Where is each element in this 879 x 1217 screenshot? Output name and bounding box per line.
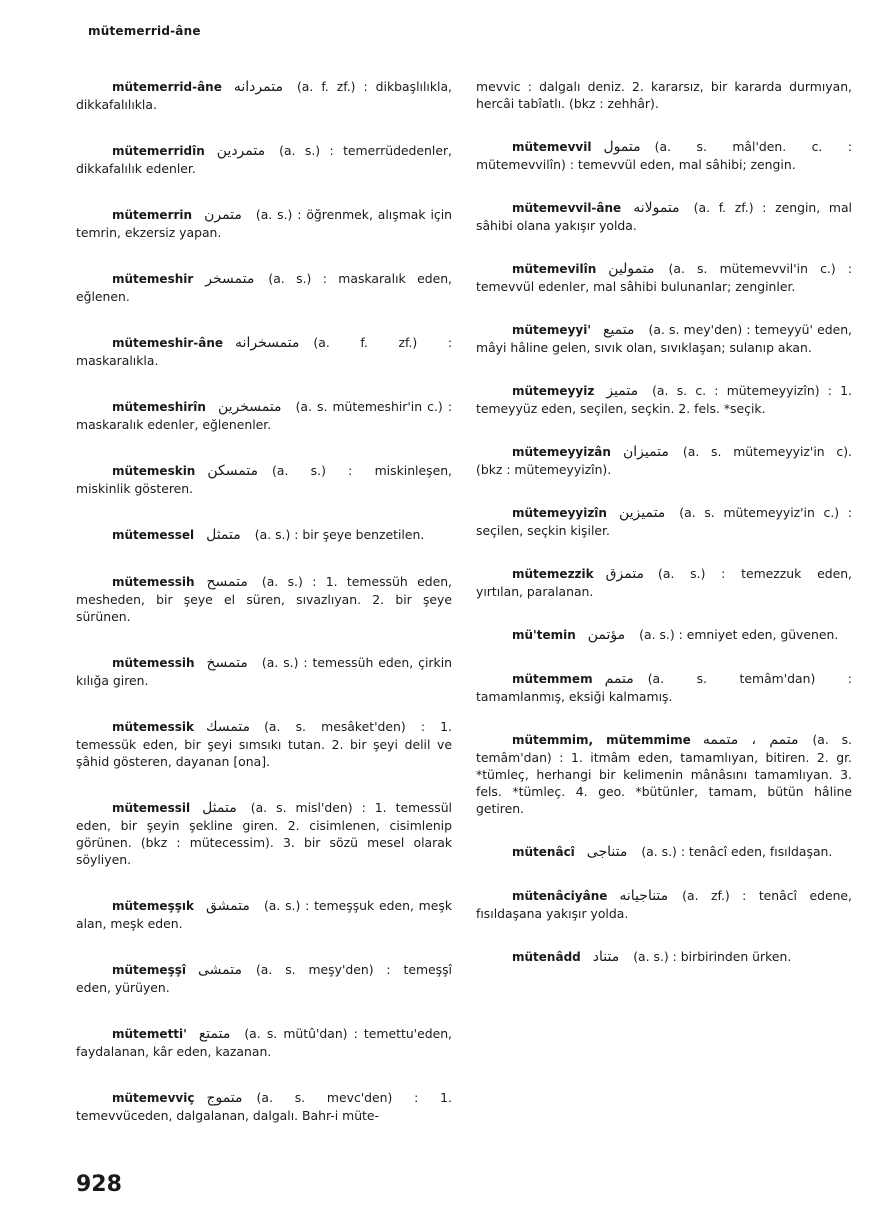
- entry-arabic-script: متمم: [604, 671, 634, 687]
- entry-definition: (a. s.) : 1. temessüh eden, mesheden, bir şeye el süren, sıvazlıyan. 2. bir şeye sürünen.: [76, 574, 452, 624]
- entry-headword: mütemerridîn: [112, 144, 205, 158]
- entry-arabic-script: متمسح: [206, 574, 248, 590]
- entry-definition: (a. s. mütemevvil'in c.) : temevvül edenler, mal sâhibi bulunanlar; zenginler.: [476, 261, 852, 294]
- entry-definition: (a. s.) : temessüh eden, çirkin kılığa giren.: [76, 655, 452, 688]
- entry-definition: (a. s.) : maskaralık eden, eğlenen.: [76, 271, 452, 304]
- entry-definition: (a. s. meşy'den) : temeşşî eden, yürüyen.: [76, 962, 452, 995]
- entry-headword: mütemessih: [112, 656, 195, 670]
- entry-headword: mütenâdd: [512, 950, 581, 964]
- entry-definition: (a. s.) : öğrenmek, alışmak için temrin, ekzersiz yapan.: [76, 207, 452, 240]
- entry-definition: (a. s. mey'den) : temeyyü' eden, mâyi hâline gelen, sıvık olan, sıvıklaşan; sulanıp akan.: [476, 322, 852, 355]
- entry-definition: (a. s. mütemeshir'in c.) : maskaralık edenler, eğlenenler.: [76, 399, 452, 432]
- dictionary-entry: [476, 948, 852, 966]
- entry-headword: mütemeşşî: [112, 963, 186, 977]
- entry-arabic-script: متمسخرين: [217, 399, 282, 415]
- entry-definition: (a. zf.) : tenâcî edene, fısıldaşana yakışır yolda.: [476, 888, 852, 921]
- running-head: mütemerrid-âne: [88, 24, 201, 38]
- entry-definition: (a. s.) : bir şeye benzetilen.: [254, 527, 425, 542]
- entry-definition: (a. s.) : emniyet eden, güvenen.: [639, 627, 839, 642]
- entry-arabic-script: متمرن: [204, 207, 242, 223]
- dictionary-entry: [76, 398, 452, 433]
- dictionary-entry: [76, 1089, 452, 1124]
- entry-arabic-script: متمردين: [216, 143, 266, 159]
- entry-arabic-script: متمشى: [197, 962, 242, 978]
- entry-definition: (a. s.) : temezzuk eden, yırtılan, paralanan.: [476, 566, 852, 599]
- entry-definition: (a. s. temâm'dan) : 1. itmâm eden, tamamlıyan, bitiren. 2. gr. *tümleç, herhangi bir kelimenin mânâsını tamamlıyan. 3. fels. *tümleç. 4. geo. *bütünler, tamam, bütün hâline getiren.: [476, 732, 853, 816]
- entry-definition: (a. s.) : birbirinden ürken.: [633, 949, 792, 964]
- entry-headword: mütemessil: [112, 801, 191, 815]
- entry-arabic-script: متمسخر: [205, 271, 255, 287]
- dictionary-entry: [476, 731, 852, 817]
- entry-definition: (a. f. zf.) : maskaralıkla.: [76, 335, 452, 368]
- dictionary-entry: [476, 843, 852, 861]
- entry-headword: mütemezzik: [512, 567, 594, 581]
- entry-headword: mütemeyyizîn: [512, 506, 607, 520]
- entry-arabic-script: متمثل: [206, 527, 241, 543]
- entry-definition: (a. f. zf.) : dikbaşlılıkla, dikkafalılıkla.: [76, 79, 452, 112]
- entry-definition: (a. s. misl'den) : 1. temessül eden, bir şeyin şekline giren. 2. cisimlenen, cisimlenip görünen. (bkz : mütecessim). 3. bir sözü mesel olarak söyliyen.: [76, 800, 452, 867]
- entry-headword: mütemeshir-âne: [112, 336, 224, 350]
- entry-arabic-script: متموج: [206, 1090, 243, 1106]
- entry-headword: mütemeyyi': [512, 323, 591, 337]
- entry-arabic-script: متمسخ: [206, 655, 248, 671]
- entry-headword: mütemeshirîn: [112, 400, 206, 414]
- dictionary-entry: [476, 504, 852, 539]
- dictionary-entry: [76, 142, 452, 177]
- dictionary-entry: [76, 654, 452, 689]
- entry-arabic-script: متمزق: [605, 566, 645, 582]
- dictionary-entry: [76, 462, 452, 497]
- entry-headword: mütemmem: [512, 672, 593, 686]
- entry-definition: (a. s. c. : mütemeyyizîn) : 1. temeyyüz eden, seçilen, seçkin. 2. fels. *seçik.: [476, 383, 852, 416]
- page-number: 928: [76, 1172, 122, 1197]
- entry-definition: (a. s.) : temeşşuk eden, meşk alan, meşk eden.: [76, 898, 452, 931]
- entry-headword: mütemeskin: [112, 464, 196, 478]
- entry-definition: (a. s. temâm'dan) : tamamlanmış, eksiği kalmamış.: [476, 671, 852, 704]
- dictionary-entry: [476, 887, 852, 922]
- entry-arabic-script: متمولين: [608, 261, 655, 277]
- dictionary-entry: [476, 321, 852, 356]
- entry-headword: mütemmim, mütemmime: [512, 733, 691, 747]
- dictionary-entry: [476, 443, 852, 478]
- entry-headword: mütemessih: [112, 575, 195, 589]
- dictionary-entry: [76, 961, 452, 996]
- entry-definition: (a. s. mâl'den. c. : mütemevvilîn) : temevvül eden, mal sâhibi; zengin.: [476, 139, 852, 172]
- entry-headword: mütemevvil: [512, 140, 592, 154]
- entry-arabic-script: مؤتمن: [587, 627, 626, 643]
- dictionary-entry: [76, 206, 452, 241]
- entry-headword: mütenâcî: [512, 845, 575, 859]
- entry-arabic-script: متمردانه: [233, 79, 283, 95]
- entry-headword: mütemeshir: [112, 272, 194, 286]
- entry-arabic-script: متميع: [603, 322, 635, 338]
- dictionary-entry: [76, 799, 452, 868]
- entry-arabic-script: متمسك: [205, 719, 251, 735]
- dictionary-entry: [476, 565, 852, 600]
- entry-definition: (a. s.) : tenâcî eden, fısıldaşan.: [641, 844, 833, 859]
- entry-arabic-script: متميزين: [618, 505, 666, 521]
- entry-arabic-script: متمشق: [205, 898, 250, 914]
- dictionary-entry: [476, 382, 852, 417]
- entry-headword: mütemerrid-âne: [112, 80, 222, 94]
- entry-definition: (a. s. mütemeyyiz'in c.) : seçilen, seçkin kişiler.: [476, 505, 852, 538]
- entry-headword: mütemessel: [112, 528, 195, 542]
- entry-definition: (a. s. mütû'dan) : temettu'eden, faydalanan, kâr eden, kazanan.: [76, 1026, 452, 1059]
- entry-definition: (a. f. zf.) : zengin, mal sâhibi olana yakışır yolda.: [476, 200, 852, 233]
- dictionary-entry: [476, 199, 852, 234]
- entry-arabic-script: متناجيانه: [619, 888, 669, 904]
- dictionary-entry: [76, 334, 452, 369]
- entry-definition: (a. s.) : miskinleşen, miskinlik gösteren.: [76, 463, 452, 496]
- entry-headword: mütenâciyâne: [512, 889, 608, 903]
- entry-definition: (a. s. mesâket'den) : 1. temessük eden, bir şeyi sımsıkı tutan. 2. bir şeyi delil ve şâhid gösteren, dayanan [ona].: [76, 719, 452, 769]
- dictionary-entry: [476, 670, 852, 705]
- dictionary-entry: [76, 526, 452, 544]
- entry-headword: mütemerrin: [112, 208, 193, 222]
- entry-headword: mütemevvil-âne: [512, 201, 622, 215]
- entry-arabic-script: متمسخرانه: [235, 335, 300, 351]
- entry-arabic-script: متمتع: [198, 1026, 231, 1042]
- entry-headword: mütemessik: [112, 720, 194, 734]
- entry-arabic-script: متمولانه: [633, 200, 680, 216]
- right-column: [476, 78, 852, 992]
- entry-arabic-script: متميزان: [622, 444, 669, 460]
- dictionary-entry: [476, 626, 852, 644]
- entry-continuation: mevvic : dalgalı deniz. 2. kararsız, bir kararda durmıyan, hercâi tabîatlı. (bkz : zehhâr).: [476, 79, 852, 111]
- dictionary-entry: [76, 897, 452, 932]
- dictionary-entry: [76, 718, 452, 770]
- entry-arabic-script: متميز: [606, 383, 639, 399]
- dictionary-entry: [476, 138, 852, 173]
- left-column: [76, 78, 452, 1153]
- dictionary-entry: [76, 78, 452, 113]
- entry-arabic-script: متناجى: [586, 844, 628, 860]
- entry-headword: mütemeyyizân: [512, 445, 611, 459]
- entry-arabic-script: متناد: [592, 949, 620, 965]
- entry-arabic-script: متمسكن: [207, 463, 259, 479]
- entry-headword: mütemevviç: [112, 1091, 195, 1105]
- entry-headword: mü'temin: [512, 628, 576, 642]
- dictionary-entry: [76, 270, 452, 305]
- dictionary-entry: [76, 573, 452, 625]
- entry-definition: (a. s.) : temerrüdedenler, dikkafalılık edenler.: [76, 143, 452, 176]
- entry-headword: mütemeyyiz: [512, 384, 595, 398]
- entry-headword: mütemeşşık: [112, 899, 194, 913]
- entry-arabic-script: متمم ، متممه: [702, 732, 799, 748]
- dictionary-entry: [76, 1025, 452, 1060]
- entry-arabic-script: متمثل: [202, 800, 237, 816]
- entry-definition: (a. s. mütemeyyiz'in c). (bkz : mütemeyyizîn).: [476, 444, 852, 477]
- entry-headword: mütemevilîn: [512, 262, 597, 276]
- entry-arabic-script: متمول: [603, 139, 641, 155]
- entry-definition: (a. s. mevc'den) : 1. temevvüceden, dalgalanan, dalgalı. Bahr-i müte-: [76, 1090, 452, 1123]
- entry-headword: mütemetti': [112, 1027, 187, 1041]
- dictionary-entry: [476, 260, 852, 295]
